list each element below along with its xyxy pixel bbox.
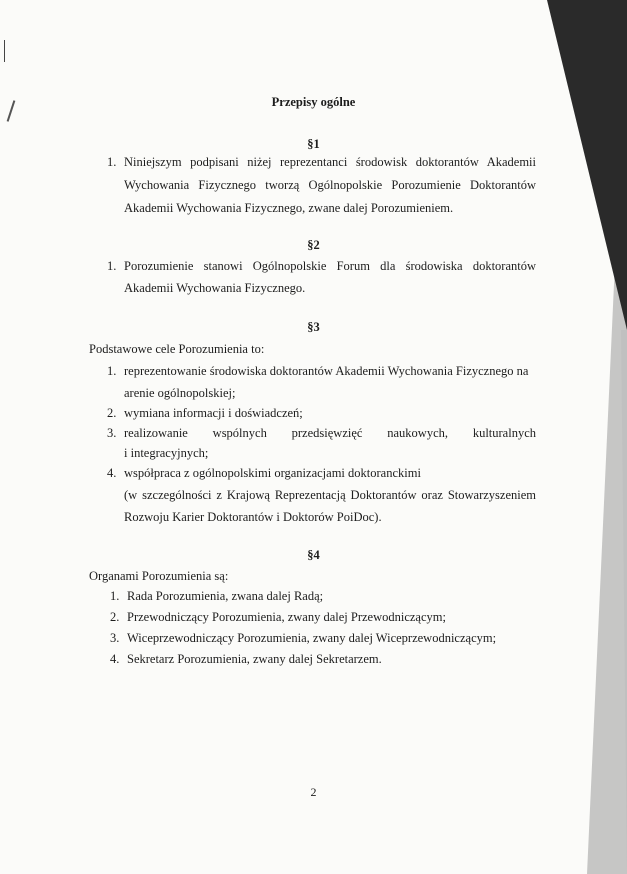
section-3-item-line: reprezentowanie środowiska doktorantów Akademii Wychowania Fizycznego na (124, 364, 529, 378)
section-2-item-line: Akademii Wychowania Fizycznego. (124, 281, 306, 295)
section-4-item-text: Sekretarz Porozumienia, zwany dalej Sekretarzem. (127, 652, 382, 666)
section-4-item-text: Wiceprzewodniczący Porozumienia, zwany dalej Wiceprzewodniczącym; (127, 631, 497, 645)
page-number: 2 (310, 785, 317, 799)
section-3-item-line: realizowanie wspólnych przedsięwzięć naukowych, kulturalnych (124, 426, 536, 440)
section-2-title: §2 (307, 238, 320, 252)
document-heading: Przepisy ogólne (271, 95, 356, 109)
section-3-intro: Podstawowe cele Porozumienia to: (89, 342, 265, 356)
section-3-item-number: 3. (107, 426, 117, 440)
section-4-item-number: 3. (110, 631, 120, 645)
section-4-title: §4 (307, 548, 320, 562)
section-3-item-number: 2. (107, 406, 117, 420)
section-1-item-line: Wychowania Fizycznego tworzą Ogólnopolskie Porozumienie Doktorantów (124, 178, 536, 192)
section-4-intro: Organami Porozumienia są: (89, 569, 229, 583)
section-1-item-number: 1. (107, 155, 117, 169)
section-3-item-line: wymiana informacji i doświadczeń; (124, 406, 303, 420)
section-2-item-number: 1. (107, 259, 117, 273)
section-3-item-number: 1. (107, 364, 117, 378)
section-3-title: §3 (307, 320, 320, 334)
section-4-item-number: 2. (110, 610, 120, 624)
section-1-item-line: Akademii Wychowania Fizycznego, zwane dalej Porozumieniem. (124, 201, 454, 215)
section-3-item-line: współpraca z ogólnopolskimi organizacjami doktoranckimi (124, 466, 421, 480)
section-1-item-line: Niniejszym podpisani niżej reprezentanci środowisk doktorantów Akademii (124, 155, 536, 169)
section-3-item-line: arenie ogólnopolskiej; (124, 386, 236, 400)
section-3-item-line: i integracyjnych; (124, 446, 209, 460)
scan-dark-corner (547, 0, 627, 330)
scan-mark (4, 40, 5, 62)
section-4-item-number: 1. (110, 589, 120, 603)
section-3-item-line: (w szczególności z Krajową Reprezentacją Doktorantów oraz Stowarzyszeniem (124, 488, 536, 502)
section-3-item-line: Rozwoju Karier Doktorantów i Doktorów PoiDoc). (124, 510, 382, 524)
section-2-item-line: Porozumienie stanowi Ogólnopolskie Forum dla środowiska doktorantów (124, 259, 536, 273)
section-4-item-text: Przewodniczący Porozumienia, zwany dalej Przewodniczącym; (127, 610, 446, 624)
section-1-title: §1 (307, 137, 320, 151)
section-3-item-number: 4. (107, 466, 117, 480)
section-4-item-text: Rada Porozumienia, zwana dalej Radą; (127, 589, 324, 603)
section-4-item-number: 4. (110, 652, 120, 666)
